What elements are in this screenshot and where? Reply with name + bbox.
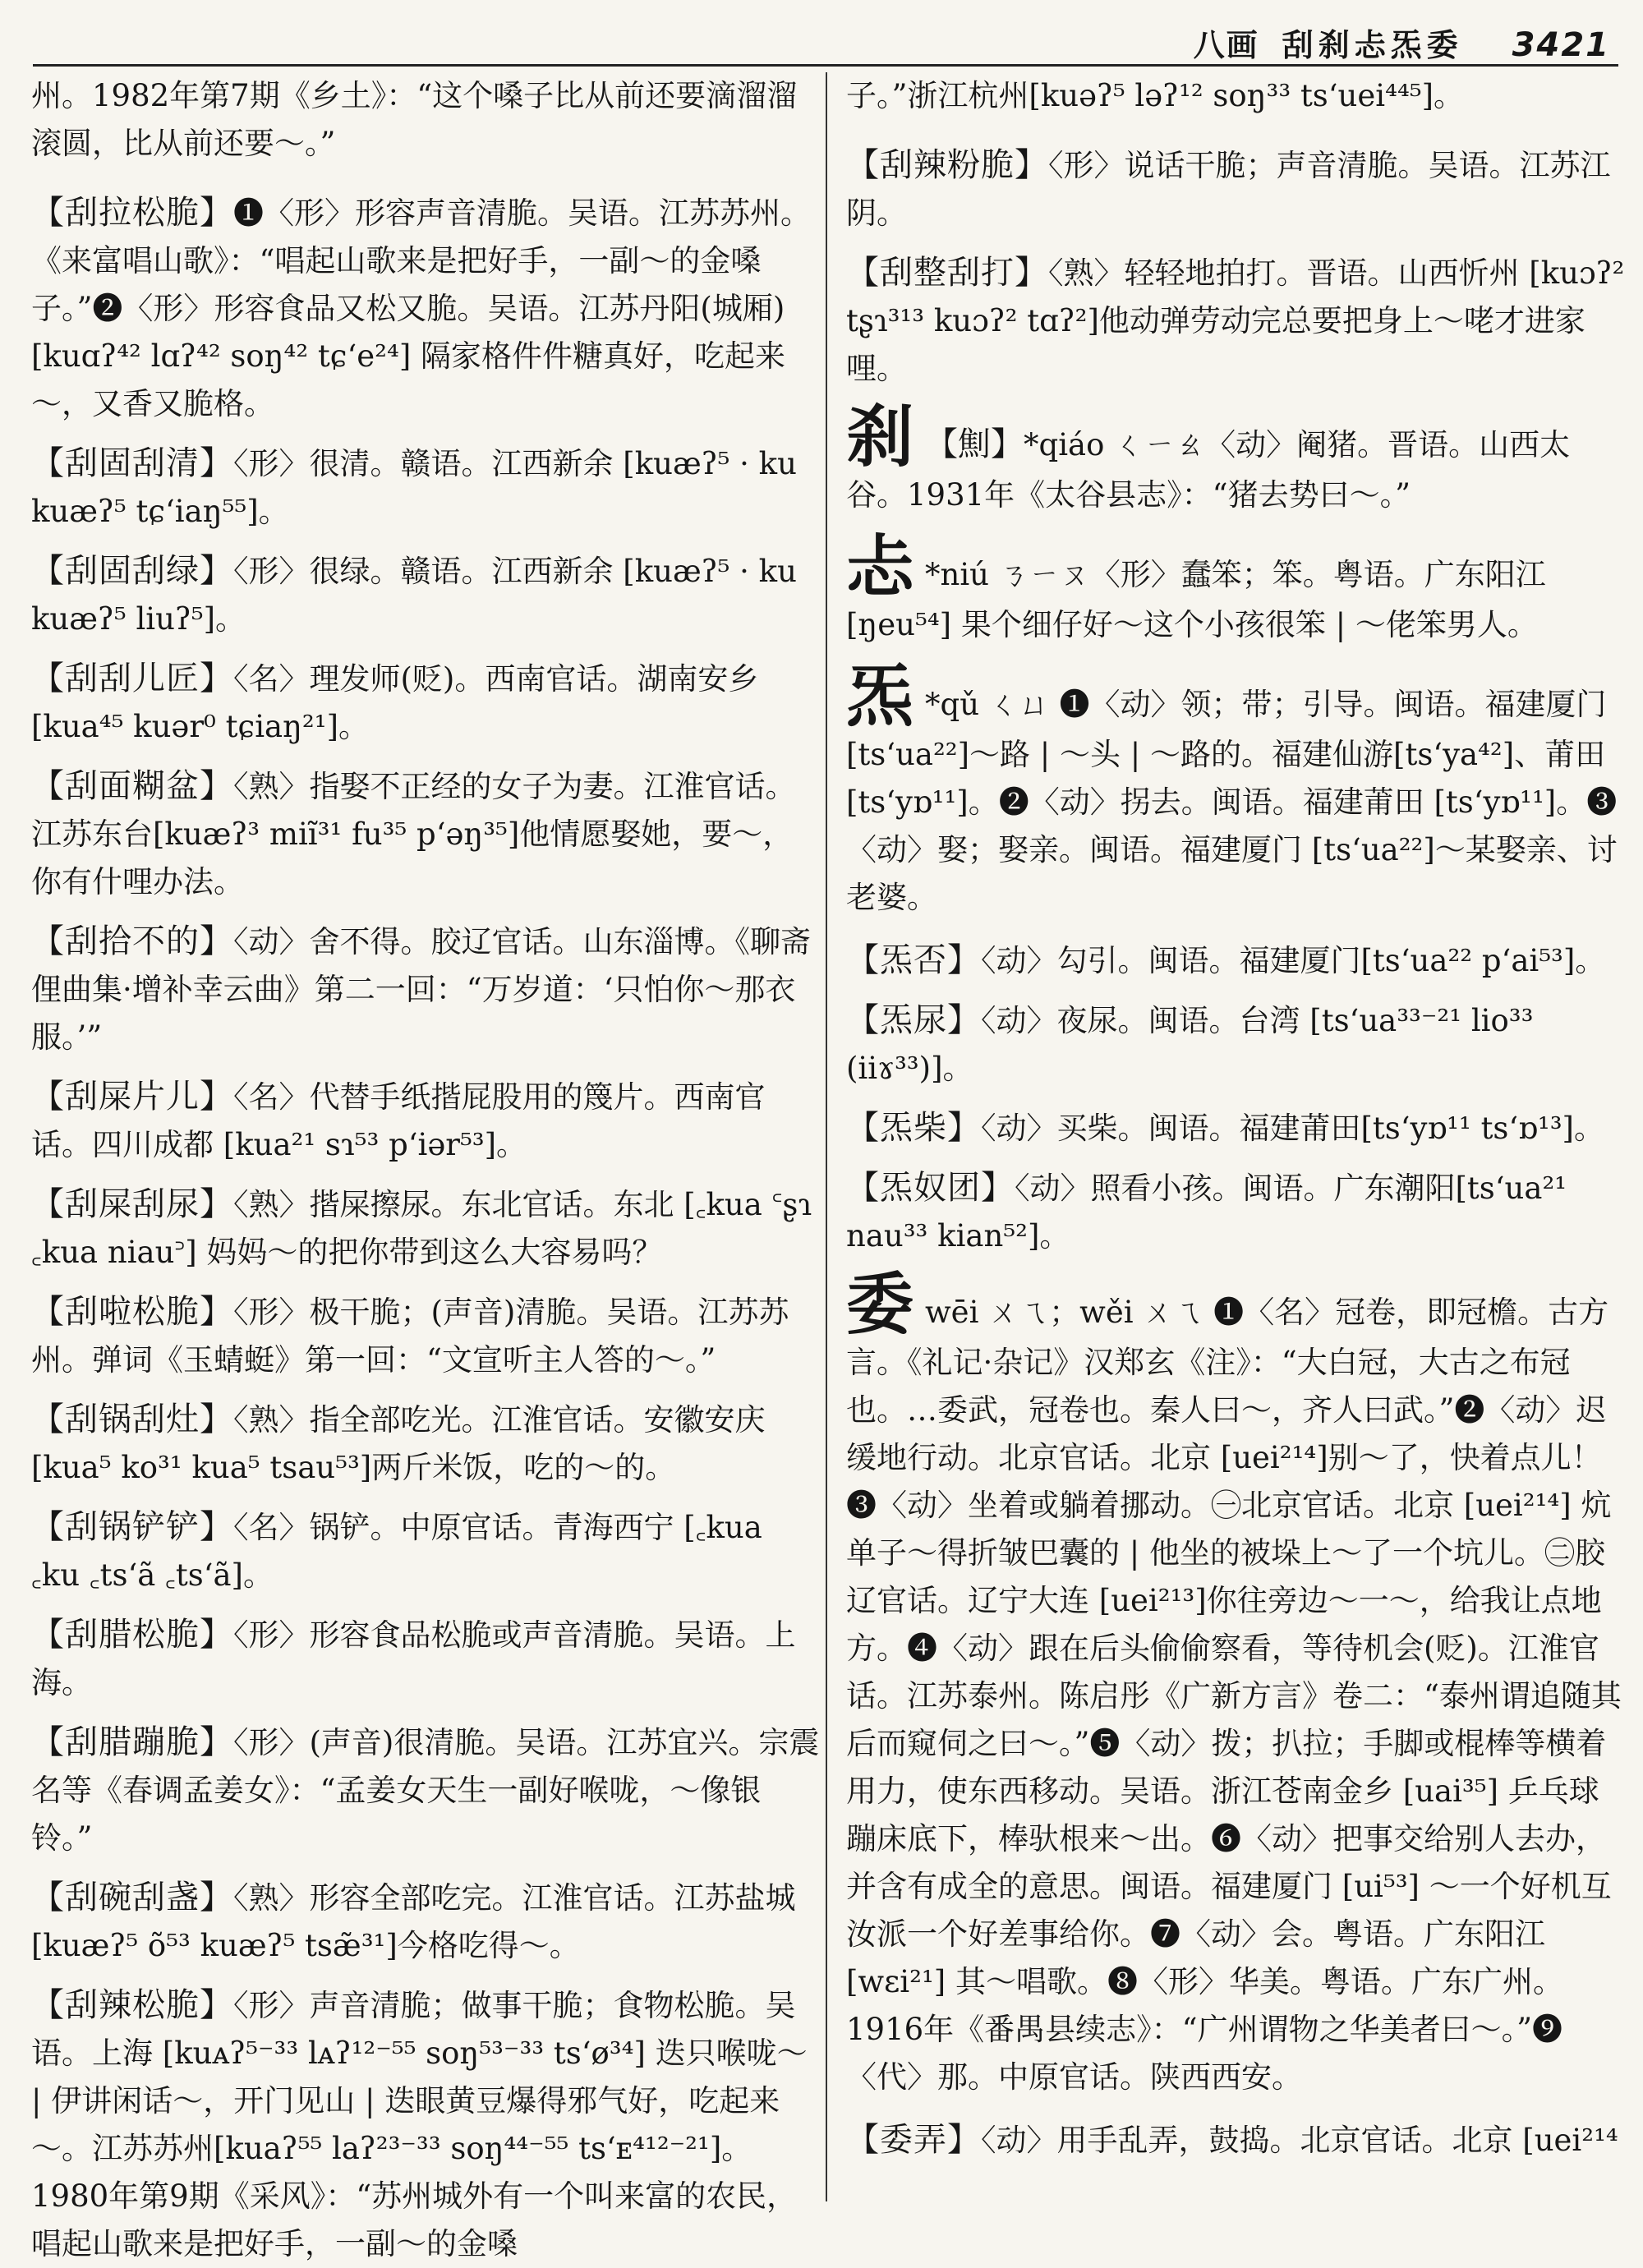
entry-text: 〈名〉代替手纸揩屁股用的篾片。西南官话。四川成都 [kua²¹ sɿ⁵³ pʻiər⁵³]。: [31, 1079, 766, 1162]
entry-text: 〈熟〉揩屎擦尿。东北官话。东北 [꜀kua ꜂ʂɿ ꜀kua niau꜄] 妈妈～的把你带到这么大容易吗？: [31, 1187, 812, 1270]
entry-text: 〈形〉说话干脆；声音清脆。吴语。江苏江阴。: [846, 148, 1611, 231]
continued-text: [31, 72, 820, 168]
entry-headword: 【炁否】: [846, 941, 981, 979]
entry-headword: 【刮面糊盆】: [31, 767, 233, 805]
dictionary-entry: [846, 996, 1627, 1093]
entry-text: *niú ㄋㄧㄡ〈形〉蠢笨；笨。粤语。广东阳江 [ŋeu⁵⁴] 果个细仔好～这个小孩很笨 | ～佬笨男人。: [846, 557, 1546, 642]
running-head: [1194, 20, 1610, 65]
dictionary-entry: [31, 1396, 820, 1492]
entry-text: wēi ㄨㄟ；wěi ㄨㄟ ❶〈名〉冠卷，即冠檐。古方言。《礼记·杂记》汉郑玄《注》：“大白冠，大古之布冠也。…委武，冠卷也。秦人曰～，齐人曰武。”❷〈动〉迟缓地行动。北京官话。北京 [uei²¹⁴]别～了，快着点儿！❸〈动〉坐着或躺着挪动。㊀北京官话。北京 [uei²¹⁴] 炕单子～得折皱巴囊的 | 他坐的被垛上～了一个坑儿。㊁胶辽官话。辽宁大连 [uei²¹³]你往旁边～一～，给我让点地方。❹〈动〉跟在后头偷偷察看，等待机会(贬)。江淮官话。江苏泰州。陈启彤《广新方言》卷二：“泰州谓追随其后而窥伺之曰～。”❺〈动〉拨；扒拉；手脚或棍棒等横着用力，使东西移动。吴语。浙江苍南金乡 [uai³⁵] 乒乓球蹦床底下，棒驮根来～出。❻〈动〉把事交给别人去办，并含有成全的意思。闽语。福建厦门 [ui⁵³] ～一个好机互汝派一个好差事给你。❼〈动〉会。粤语。广东阳江 [wɛi²¹] 其～唱歌。❽〈形〉华美。粤语。广东广州。1916年《番禺县续志》：“广州谓物之华美者曰～。”❾〈代〉那。中原官话。陕西西安。: [846, 1295, 1622, 2095]
entry-text: 〈熟〉形容全部吃完。江淮官话。江苏盐城[kuæʔ⁵ õ⁵³ kuæʔ⁵ tsæ̃³¹]今格吃得～。: [31, 1880, 796, 1963]
entry-headword: 【炁尿】: [846, 1001, 981, 1039]
entry-headword: 【刮屎片儿】: [31, 1078, 233, 1116]
dictionary-entry: [31, 547, 820, 643]
character-entry: [846, 398, 1627, 519]
dictionary-entry: [31, 762, 820, 906]
dictionary-entry: [846, 249, 1627, 393]
entry-headword: 【刮啦松脆】: [31, 1293, 233, 1331]
entry-text: 〈形〉很清。赣语。江西新余 [kuæʔ⁵ · ku kuæʔ⁵ tɕʻiaŋ⁵⁵]。: [31, 446, 797, 529]
character-entry: [846, 528, 1627, 649]
dictionary-entry: [31, 1073, 820, 1169]
entry-headword: 【刮腊蹦脆】: [31, 1723, 233, 1761]
dictionary-entry: [31, 1874, 820, 1970]
page-header: [33, 15, 1618, 67]
dictionary-entry: [31, 1503, 820, 1599]
entry-text: *qiáo ㄑㄧㄠ〈动〉阉猪。晋语。山西太谷。1931年《太谷县志》：“猪去势曰～。”: [846, 427, 1571, 513]
headword-character: 忐: [846, 528, 914, 606]
entry-headword: 【刮锅铲铲】: [31, 1508, 233, 1546]
dictionary-entry: [31, 439, 820, 536]
entry-text: 〈形〉很绿。赣语。江西新余 [kuæʔ⁵ · ku kuæʔ⁵ liuʔ⁵]。: [31, 554, 797, 637]
entry-text: 〈动〉用手乱弄，鼓捣。北京官话。北京 [uei²¹⁴: [981, 2123, 1618, 2158]
headword-character: 刹: [846, 398, 914, 476]
entry-text: 州。1982年第7期《乡土》：“这个嗓子比从前还要滴溜溜滚圆，比从前还要～。”: [31, 78, 798, 161]
entry-text: 〈动〉舍不得。胶辽官话。山东淄博。《聊斋俚曲集·增补幸云曲》第二一回：“万岁道：‘只怕你～那衣服。’”: [31, 924, 811, 1055]
entry-text: 〈熟〉指全部吃光。江淮官话。安徽安庆[kua⁵ ko³¹ kua⁵ tsau⁵³]两斤米饭，吃的～的。: [31, 1402, 766, 1485]
left-column: [31, 72, 820, 2261]
headword-character: 炁: [846, 658, 914, 736]
headword-character: 委: [846, 1266, 914, 1344]
entry-headword: 【刮刮儿匠】: [31, 660, 233, 697]
dictionary-entry: [31, 1981, 820, 2268]
entry-headword: 【炁奴团】: [846, 1169, 1015, 1207]
entry-text: 〈动〉照看小孩。闽语。广东潮阳[tsʻua²¹ nau³³ kian⁵²]。: [846, 1171, 1567, 1254]
stroke-section-label: 八画: [1193, 27, 1259, 63]
entry-headword: 【委弄】: [846, 2121, 981, 2159]
entry-text: 〈动〉买柴。闽语。福建莆田[tsʻyɒ¹¹ tsʻɒ¹³]。: [981, 1111, 1604, 1146]
entry-text: 〈名〉锅铲。中原官话。青海西宁 [꜀kua ꜀ku ꜀tsʻã ꜀tsʻã]。: [31, 1510, 762, 1593]
dictionary-entry: [31, 1718, 820, 1862]
dictionary-entry: [846, 1104, 1627, 1152]
right-column: [846, 72, 1627, 2201]
dictionary-entry: [846, 2116, 1627, 2164]
entry-headword: 【刮固刮绿】: [31, 552, 233, 590]
entry-text: 〈形〉(声音)很清脆。吴语。江苏宜兴。宗震名等《春调孟姜女》：“孟姜女天生一副好喉咙，～像银铃。”: [31, 1725, 820, 1856]
dictionary-entry: [31, 655, 820, 751]
entry-text: 〈形〉声音清脆；做事干脆；食物松脆。吴语。上海 [kuᴀʔ⁵⁻³³ lᴀʔ¹²⁻⁵⁵ soŋ⁵³⁻³³ tsʻø³⁴] 迭只喉咙～ | 伊讲闲话～，开门见山 | 迭眼黄豆爆得邪气好，吃起来～。江苏苏州[kuaʔ⁵⁵ laʔ²³⁻³³ soŋ⁴⁴⁻⁵⁵ tsʻᴇ⁴¹²⁻²¹]。1980年第9期《采风》：“苏州城外有一个叫来富的农民，唱起山歌来是把好手，一副～的金嗓: [31, 1988, 808, 2261]
entry-headword: 【刮拉松脆】: [31, 194, 233, 232]
entry-text: 〈形〉形容食品松脆或声音清脆。吴语。上海。: [31, 1617, 796, 1700]
entry-text: *qǔ ㄑㄩ ❶〈动〉领；带；引导。闽语。福建厦门 [tsʻua²²]～路 | ～头 | ～路的。福建仙游[tsʻya⁴²]、莆田 [tsʻyɒ¹¹]。❷〈动〉拐去。闽语。福建莆田 [tsʻyɒ¹¹]。❸〈动〉娶；娶亲。闽语。福建厦门 [tsʻua²²]～某娶亲、讨老婆。: [846, 687, 1618, 915]
character-entry: [846, 658, 1627, 922]
entry-headword: 【刮拾不的】: [31, 922, 233, 960]
dictionary-entry: [31, 1611, 820, 1707]
dictionary-entry: [846, 936, 1627, 985]
entry-text: 〈熟〉指娶不正经的女子为妻。江淮官话。江苏东台[kuæʔ³ miĩ³¹ fu³⁵ pʻəŋ³⁵]他情愿娶她，要～，你有什哩办法。: [31, 769, 796, 899]
entry-headword: 【刮辣粉脆】: [846, 146, 1048, 184]
entry-headword: 【炁柴】: [846, 1109, 981, 1147]
entry-headword: 【刮固刮清】: [31, 444, 233, 482]
entry-headword: 【刮辣松脆】: [31, 1986, 233, 2024]
entry-headword: 【刮锅刮灶】: [31, 1401, 233, 1438]
entry-text: 〈动〉勾引。闽语。福建厦门[tsʻua²² pʻai⁵³]。: [981, 943, 1606, 978]
entry-text: 〈形〉极干脆；(声音)清脆。吴语。江苏苏州。弹词《玉蜻蜓》第一回：“文宣听主人答的～。”: [31, 1295, 789, 1378]
entry-text: 子。”浙江杭州[kuəʔ⁵ ləʔ¹² soŋ³³ tsʻuei⁴⁴⁵]。: [846, 78, 1465, 113]
dictionary-entry: [31, 918, 820, 1061]
dictionary-entry: [31, 1288, 820, 1384]
entry-headword: 【刮整刮打】: [846, 254, 1048, 292]
page-number: 3421: [1512, 26, 1610, 64]
entry-headword: 【刮屎刮尿】: [31, 1185, 233, 1223]
character-entry: [846, 1266, 1627, 2101]
entry-text: ❶〈形〉形容声音清脆。吴语。江苏苏州。《来富唱山歌》：“唱起山歌来是把好手，一副～的金嗓子。”❷〈形〉形容食品又松又脆。吴语。江苏丹阳(城厢)[kuɑʔ⁴² lɑʔ⁴² soŋ⁴² tɕʻe²⁴] 隔家格件件糖真好，吃起来～，又香又脆格。: [31, 196, 811, 421]
dictionary-entry: [31, 189, 820, 428]
continued-text: [846, 72, 1627, 120]
dictionary-entry: [31, 1180, 820, 1277]
entry-headword: 【刮碗刮盏】: [31, 1879, 233, 1916]
variant-character: 【劁】: [925, 426, 1024, 463]
entry-text: 〈名〉理发师(贬)。西南官话。湖南安乡[kua⁴⁵ kuər⁰ tɕiaŋ²¹]。: [31, 661, 759, 744]
dictionary-entry: [846, 1164, 1627, 1260]
page-headwords: 刮刹忐炁委: [1282, 27, 1463, 63]
entry-headword: 【刮腊松脆】: [31, 1616, 233, 1654]
column-divider: [826, 72, 827, 2201]
entry-text: 〈熟〉轻轻地拍打。晋语。山西忻州 [kuɔʔ² tʂɿ³¹³ kuɔʔ² tɑʔ²]他动弹劳动完总要把身上～咾才进家哩。: [846, 255, 1625, 386]
dictionary-entry: [846, 141, 1627, 237]
entry-text: 〈动〉夜尿。闽语。台湾 [tsʻua³³⁻²¹ lio³³ (iiɤ³³)]。: [846, 1003, 1534, 1086]
